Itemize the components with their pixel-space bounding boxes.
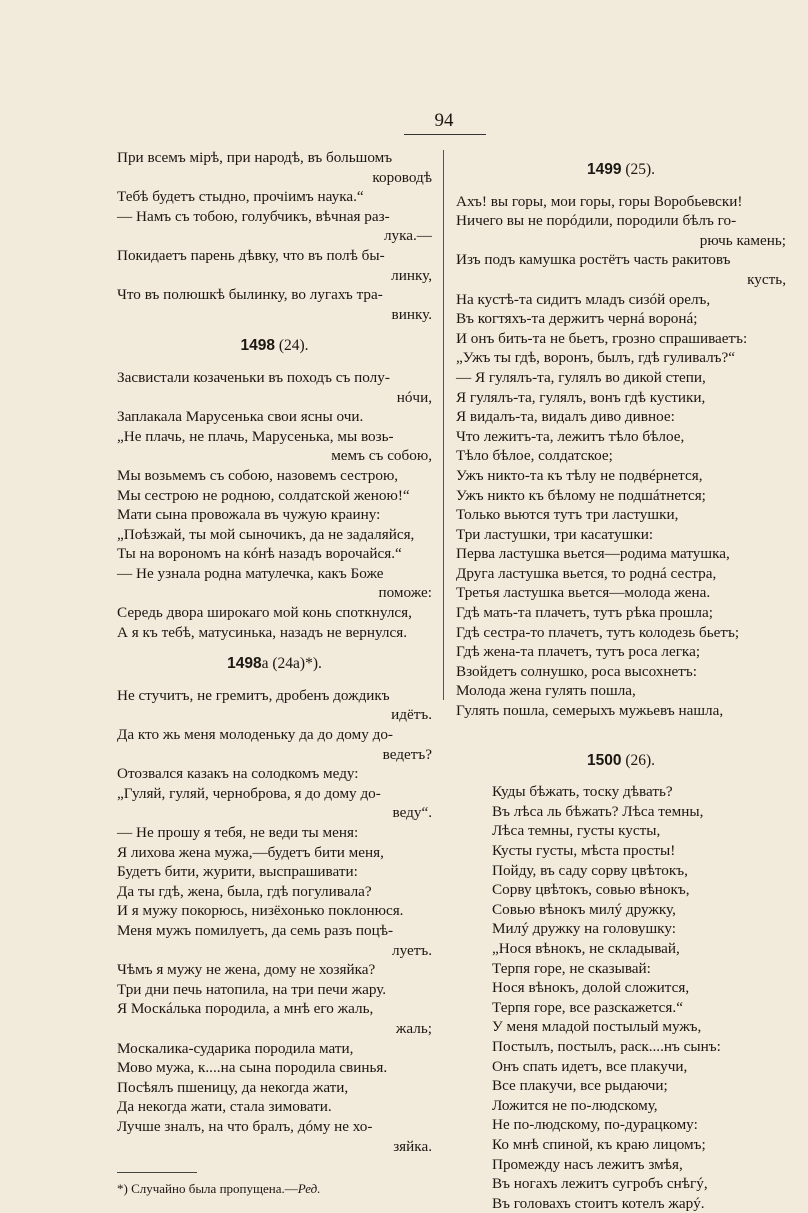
song-number: 1499 [586, 161, 622, 178]
song-subnumber: (24). [274, 337, 309, 355]
verse-line: Лѣса темны, густы кусты, [492, 822, 661, 840]
verse-line: Да ты гдѣ, жена, была, гдѣ погуливала? [117, 882, 372, 900]
song-heading-1498 [117, 336, 432, 356]
section-gap [456, 721, 786, 739]
song-number: 1500 [586, 751, 622, 769]
verse-line: Терпя горе, все разскажется.“ [492, 998, 683, 1016]
verse-line: На кустѣ-та сидитъ младъ сизóй орелъ, [456, 290, 711, 308]
verse-line: Гулять пошла, семерыхъ мужьевъ нашла, [456, 702, 724, 720]
verse-line: Гдѣ жена-та плачетъ, тутъ роса легка; [456, 643, 701, 661]
verse-line: Будетъ бити, журити, выспрашивати: [117, 863, 358, 881]
verse-line: поможе: [378, 584, 432, 602]
verse-line: Три дни печь натопила, на три печи жару. [117, 980, 387, 998]
page-number: 94 [434, 110, 454, 131]
verse-line: Взойдетъ солнушко, роса высохнетъ: [456, 662, 697, 680]
verse-line: — Намъ съ тобою, голубчикъ, вѣчная раз- [117, 207, 390, 225]
song-text-1500 [456, 782, 786, 1213]
verse-line: Чѣмъ я мужу не жена, дому не хозяйка? [117, 961, 376, 979]
verse-line: Ужъ никто-та къ тѣлу не подвéрнется, [456, 466, 703, 484]
verse-line: Ужъ никто къ бѣлому не подшáтнется; [456, 486, 706, 504]
verse-line: И онъ бить-та не бьетъ, грозно спрашиваетъ: [456, 329, 748, 347]
song-heading-1500 [456, 751, 786, 771]
footnote [117, 1179, 432, 1199]
verse-line: — Я гулялъ-та, гулялъ во дикой степи, [456, 368, 706, 386]
verse-line: Гдѣ сестра-то плачетъ, тутъ колодезь бьетъ; [456, 623, 740, 641]
column-divider [443, 150, 444, 700]
verse-line: „Гуляй, гуляй, черноброва, я до дому до- [117, 784, 381, 802]
verse-line: Я Москáлька породила, а мнѣ его жаль, [117, 1000, 374, 1018]
verse-line: Мы возьмемъ съ собою, назовемъ сестрою, [117, 466, 399, 484]
song-heading-1499 [456, 160, 786, 180]
verse-line: ведетъ? [382, 745, 432, 763]
verse-line: Да кто жь меня молоденьку да до дому до- [117, 726, 393, 744]
verse-line: Ты на ворономъ на кóнѣ назадъ ворочайся.“ [117, 545, 402, 563]
right-column [456, 148, 786, 1213]
verse-line: луетъ. [391, 941, 432, 959]
verse-line: Все плакучи, все рыдаючи; [492, 1077, 668, 1095]
verse-line: Гдѣ мать-та плачетъ, тутъ рѣка прошла; [456, 604, 713, 622]
left-column [117, 148, 432, 1199]
verse-line: Тѣло бѣлое, солдатское; [456, 447, 613, 465]
verse-line: Отозвался казакъ на солодкомъ меду: [117, 765, 359, 783]
verse-line: Лучше зналъ, на что бралъ, дóму не хо- [117, 1117, 373, 1135]
verse-line: веду“. [392, 804, 432, 822]
verse-line: Ничего вы не порóдили, породили бѣлъ го- [456, 212, 737, 230]
verse-line: Перва ластушка вьется—родима матушка, [456, 545, 730, 563]
verse-line: Постылъ, постылъ, раск....нъ сынъ: [492, 1037, 721, 1055]
verse-line: Милý дружку на головушку: [492, 920, 676, 938]
verse-line: Мати сына провожала въ чужую краину: [117, 506, 381, 524]
verse-line: У меня младой постылый мужъ, [492, 1018, 702, 1036]
verse-line: Нося вѣнокъ, долой сложится, [492, 979, 690, 997]
verse-line: идётъ. [391, 706, 432, 724]
verse-line: Тебѣ будетъ стыдно, прочіимъ наука.“ [117, 188, 364, 206]
verse-line: „Нося вѣнокъ, не складывай, [492, 939, 680, 957]
song-subnumber: (26). [621, 751, 656, 769]
song-text-1498a [117, 686, 432, 1156]
verse-line: Въ лѣса ль бѣжать? Лѣса темны, [492, 802, 704, 820]
verse-line: Меня мужъ помилуетъ, да семь разъ поцѣ- [117, 921, 394, 939]
song-subnumber: а (24а)*). [261, 655, 322, 673]
verse-line: Молода жена гулять пошла, [456, 682, 636, 700]
verse-line: Сорву цвѣтокъ, совью вѣнокъ, [492, 881, 690, 899]
footnote-text: *) Случайно была пропущена.— [117, 1181, 298, 1197]
verse-line: Ко мнѣ спиной, къ краю лицомъ; [492, 1135, 706, 1153]
verse-line: Что въ полюшкѣ былинку, во лугахъ тра- [117, 286, 383, 304]
verse-line: Изъ подъ камушка ростётъ часть ракитовъ [456, 251, 731, 269]
verse-line: Только вьются тутъ три ластушки, [456, 506, 679, 524]
song-heading-1498a [117, 654, 432, 674]
song-number: 1498 [240, 337, 275, 355]
verse-line: рючь камень; [699, 231, 786, 249]
verse-line: винку. [391, 305, 432, 323]
song-text-1499 [456, 192, 786, 721]
song-text-1498 [117, 368, 432, 642]
verse-line: Середь двора широкаго мой конь споткнулся, [117, 604, 412, 622]
verse-line: Въ головахъ стоитъ котелъ жарý. [492, 1194, 705, 1212]
verse-line: линку, [391, 266, 432, 284]
page-number-rule [404, 134, 486, 135]
verse-line: Въ ногахъ лежитъ сугробъ снѣгý, [492, 1175, 708, 1193]
verse-line: Не по-людскому, по-дурацкому: [492, 1116, 698, 1134]
verse-line: Не стучитъ, не гремитъ, дробенъ дождикъ [117, 686, 390, 704]
verse-line: — Не прошу я тебя, не веди ты меня: [117, 824, 359, 841]
verse-line: Совью вѣнокъ милý дружку, [492, 900, 676, 918]
verse-line: Онъ спать идетъ, все плакучи, [492, 1057, 688, 1075]
verse-line: При всемъ мірѣ, при народѣ, въ большомъ [117, 149, 393, 166]
verse-line: кусть, [747, 270, 786, 288]
verse-line: Пойду, въ саду сорву цвѣтокъ, [492, 861, 688, 879]
verse-line: Я гулялъ-та, гулялъ, вонъ гдѣ кустики, [456, 388, 706, 406]
verse-line: Друга ластушка вьется, то роднá сестра, [456, 564, 717, 582]
verse-line: короводѣ [372, 168, 432, 186]
verse-line: Что лежитъ-та, лежитъ тѣло бѣлое, [456, 427, 685, 445]
verse-line: зяйка. [393, 1137, 432, 1155]
verse-line: Третья ластушка вьется—молода жена. [456, 584, 711, 602]
verse-line: Да некогда жати, стала зимовати. [117, 1098, 332, 1116]
verse-line: Терпя горе, не сказывай: [492, 959, 651, 977]
verse-line: Мы сестрою не родною, солдатской женою!“ [117, 486, 410, 504]
verse-line: Посѣялъ пшеницу, да некогда жати, [117, 1078, 349, 1096]
poem-continuation [117, 148, 432, 324]
verse-line: И я мужу покорюсь, низёхонько поклонюся. [117, 902, 404, 920]
verse-line: Куды бѣжать, тоску дѣвать? [492, 783, 673, 801]
verse-line: Ахъ! вы горы, мои горы, горы Воробьевски! [456, 192, 743, 210]
verse-line: Въ когтяхъ-та держитъ чернá воронá; [456, 310, 698, 328]
verse-line: Мово мужа, к....на сына породила свинья. [117, 1059, 388, 1077]
verse-line: А я къ тебѣ, матусинька, назадъ не вернулся. [117, 623, 408, 641]
footnote-editor: Ред. [297, 1181, 321, 1197]
footnote-rule [117, 1172, 197, 1173]
song-subnumber: (25). [621, 161, 656, 178]
song-number: 1498 [227, 655, 262, 673]
verse-line: Покидаетъ парень дѣвку, что въ полѣ бы- [117, 246, 385, 264]
verse-line: „Ужъ ты гдѣ, воронъ, былъ, гдѣ гуливалъ?“ [456, 349, 736, 367]
verse-line: лука.— [383, 227, 432, 245]
verse-line: Я видалъ-та, видалъ диво дивное: [456, 408, 675, 426]
verse-line: Кусты густы, мѣста просты! [492, 842, 676, 859]
verse-line: Промежду насъ лежитъ змѣя, [492, 1155, 683, 1173]
verse-line: жаль; [395, 1019, 432, 1037]
verse-line: мемъ съ собою, [331, 447, 432, 465]
verse-line: Я лихова жена мужа,—будетъ бити меня, [117, 843, 384, 861]
verse-line: Заплакала Марусенька свои ясны очи. [117, 408, 364, 426]
verse-line: Засвистали козаченьки въ походъ съ полу- [117, 368, 390, 386]
verse-line: „Не плачь, не плачь, Марусенька, мы возь- [117, 427, 394, 445]
verse-line: — Не узнала родна матулечка, какъ Боже [117, 564, 384, 582]
verse-line: Три ластушки, три касатушки: [456, 525, 654, 543]
verse-line: Ложится не по-людскому, [492, 1096, 658, 1114]
verse-line: „Поѣзжай, ты мой сыночикъ, да не задаляйся, [117, 525, 415, 543]
verse-line: Москалика-сударика породила мати, [117, 1039, 354, 1057]
verse-line: нóчи, [396, 388, 432, 406]
